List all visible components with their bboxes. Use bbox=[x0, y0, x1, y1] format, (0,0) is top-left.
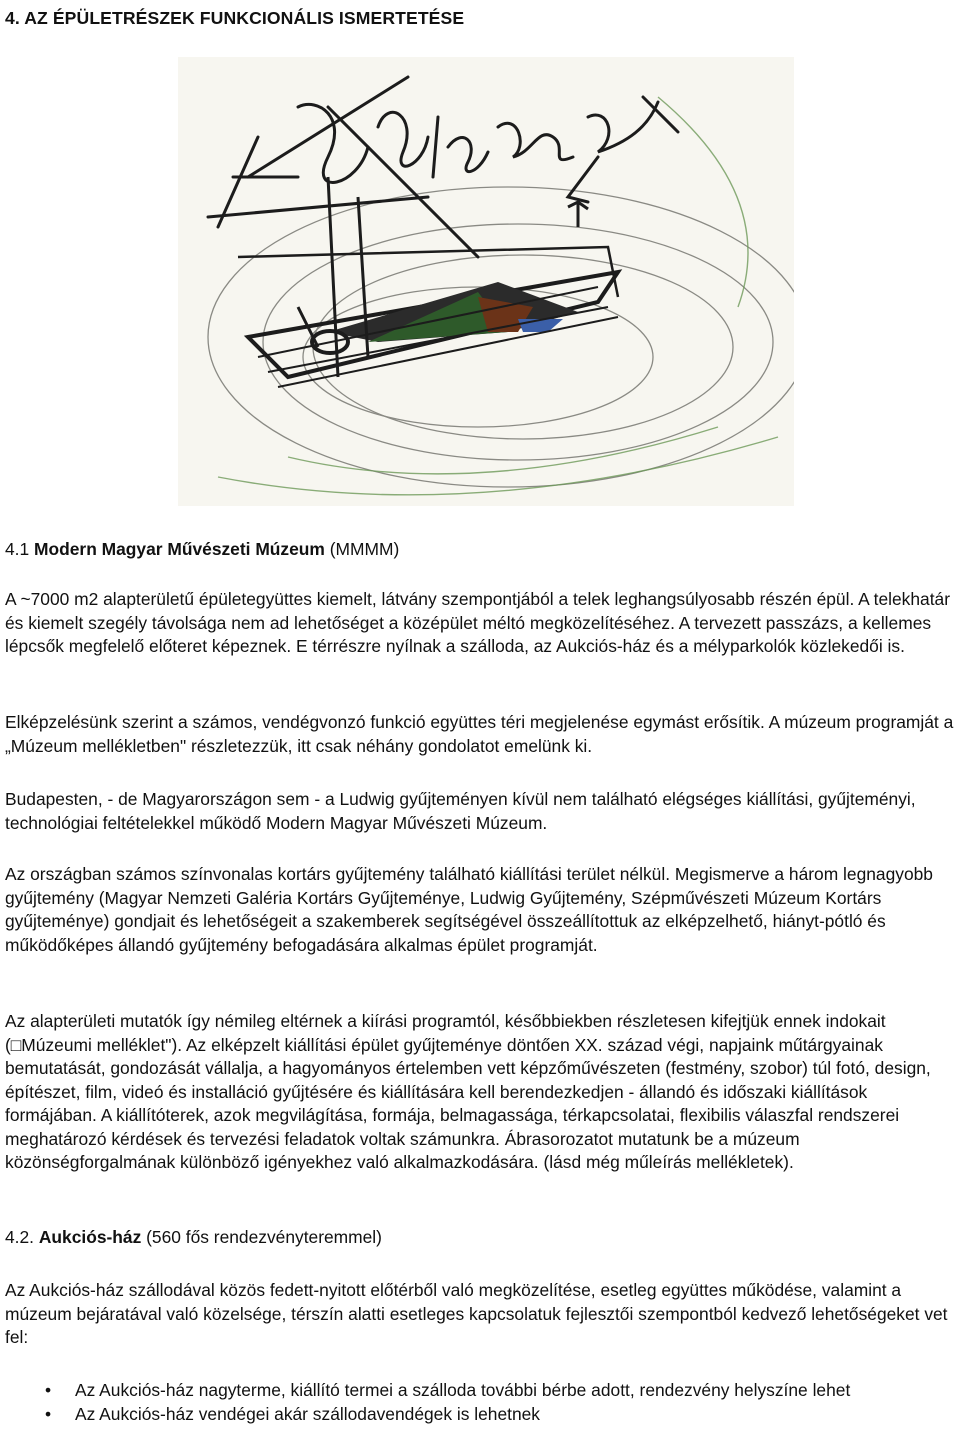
section-suffix: (560 fős rendezvényteremmel) bbox=[141, 1227, 382, 1247]
paragraph: Az országban számos színvonalas kortárs gyűjtemény található kiállítási terület nélkül. Megismerve a három legnagyobb gyűjtemény (Magyar Nemzeti Galéria Kortárs Gyűjteménye, Ludwig Gyűjtemény, Szépművészeti Múzeum Kortárs gyűjteménye) gondjait és lehetőségeit a szakemberek segítségével összeállítottuk az elképzelhető, hiányt-pótló és működőképes állandó gyűjtemény befogadására alkalmas épület programját. bbox=[5, 864, 933, 955]
page-heading: 4. AZ ÉPÜLETRÉSZEK FUNKCIONÁLIS ISMERTETÉSE bbox=[5, 8, 465, 28]
paragraph: Az alapterületi mutatók így némileg eltérnek a kiírási programtól, későbbiekben részletesen kifejtjük ennek indokait (□Múzeumi melléklet"). Az elképzelt kiállítási épület gyűjteménye döntően XX. század végi, napjaink műtárgyainak bemutatását, gondozását vállalja, a hagyományos értelemben vett képzőművészeten (festmény, szobor) túl fotó, design, építészet, film, videó és installáció gyűjtésére és kiállítására kell berendezkedjen - állandó és időszaki kiállítások formájában. A kiállítóterek, azok megvilágítása, formája, belmagassága, térkapcsolatai, flexibilis válaszfal rendszerei meghatározó kérdések és tervezési feladatok voltak számunkra. Ábrasorozatot mutatunk be a múzeum közönségforgalmának különböző igényekhez való alkalmazkodására. (lásd még műleírás mellékletek). bbox=[5, 1011, 931, 1172]
paragraph: Elképzelésünk szerint a számos, vendégvonzó funkció együttes téri megjelenése egymást erősítik. A múzeum programját a „Múzeum mellékletben" részletezzük, itt csak néhány gondolatot emelünk ki. bbox=[5, 712, 954, 756]
sketch-drawing bbox=[178, 57, 794, 506]
paragraph: A ~7000 m2 alapterületű épületegyüttes kiemelt, látvány szempontjából a telek leghangsúlyosabb részén épül. A telekhatár és kiemelt szegély távolsága nem ad lehetőséget a középület méltó megközelítéséhez. A tervezett passzázs, a kellemes lépcsők megfelelő előteret képeznek. E térrészre nyílnak a szálloda, az Aukciós-ház és a mélyparkolók közlekedői is. bbox=[5, 589, 951, 656]
section-number: 4.1 bbox=[5, 539, 35, 559]
bullet-list bbox=[5, 1379, 957, 1426]
section-number: 4.2. bbox=[5, 1227, 39, 1247]
bullet-icon: • bbox=[45, 1380, 52, 1400]
section-title: Modern Magyar Művészeti Múzeum bbox=[34, 539, 325, 559]
list-item-text: Az Aukciós-ház nagyterme, kiállító termei a szálloda további bérbe adott, rendezvény helyszíne lehet bbox=[75, 1380, 851, 1400]
architectural-sketch-image bbox=[178, 57, 794, 506]
paragraph: Budapesten, - de Magyarországon sem - a Ludwig gyűjteményen kívül nem található elégséges kiállítási, gyűjteményi, technológiai feltételekkel működő Modern Magyar Művészeti Múzeum. bbox=[5, 789, 916, 833]
list-item-text: Az Aukciós-ház vendégei akár szállodavendégek is lehetnek bbox=[75, 1403, 541, 1424]
bullet-icon: • bbox=[45, 1403, 52, 1424]
section-title: Aukciós-ház bbox=[38, 1227, 142, 1247]
list-item bbox=[5, 1403, 957, 1427]
paragraph: Az Aukciós-ház szállodával közös fedett-nyitott előtérből való megközelítése, esetleg együttes működése, valamint a múzeum bejáratával való közelsége, térszín alatti esetleges kapcsolatuk fejlesztői szempontból kedvező lehetőségeket vet fel: bbox=[5, 1280, 948, 1347]
list-item bbox=[5, 1379, 957, 1403]
section-suffix: (MMMM) bbox=[324, 539, 400, 559]
section-4-1-heading bbox=[5, 538, 957, 562]
section-4-2-heading bbox=[5, 1226, 957, 1250]
